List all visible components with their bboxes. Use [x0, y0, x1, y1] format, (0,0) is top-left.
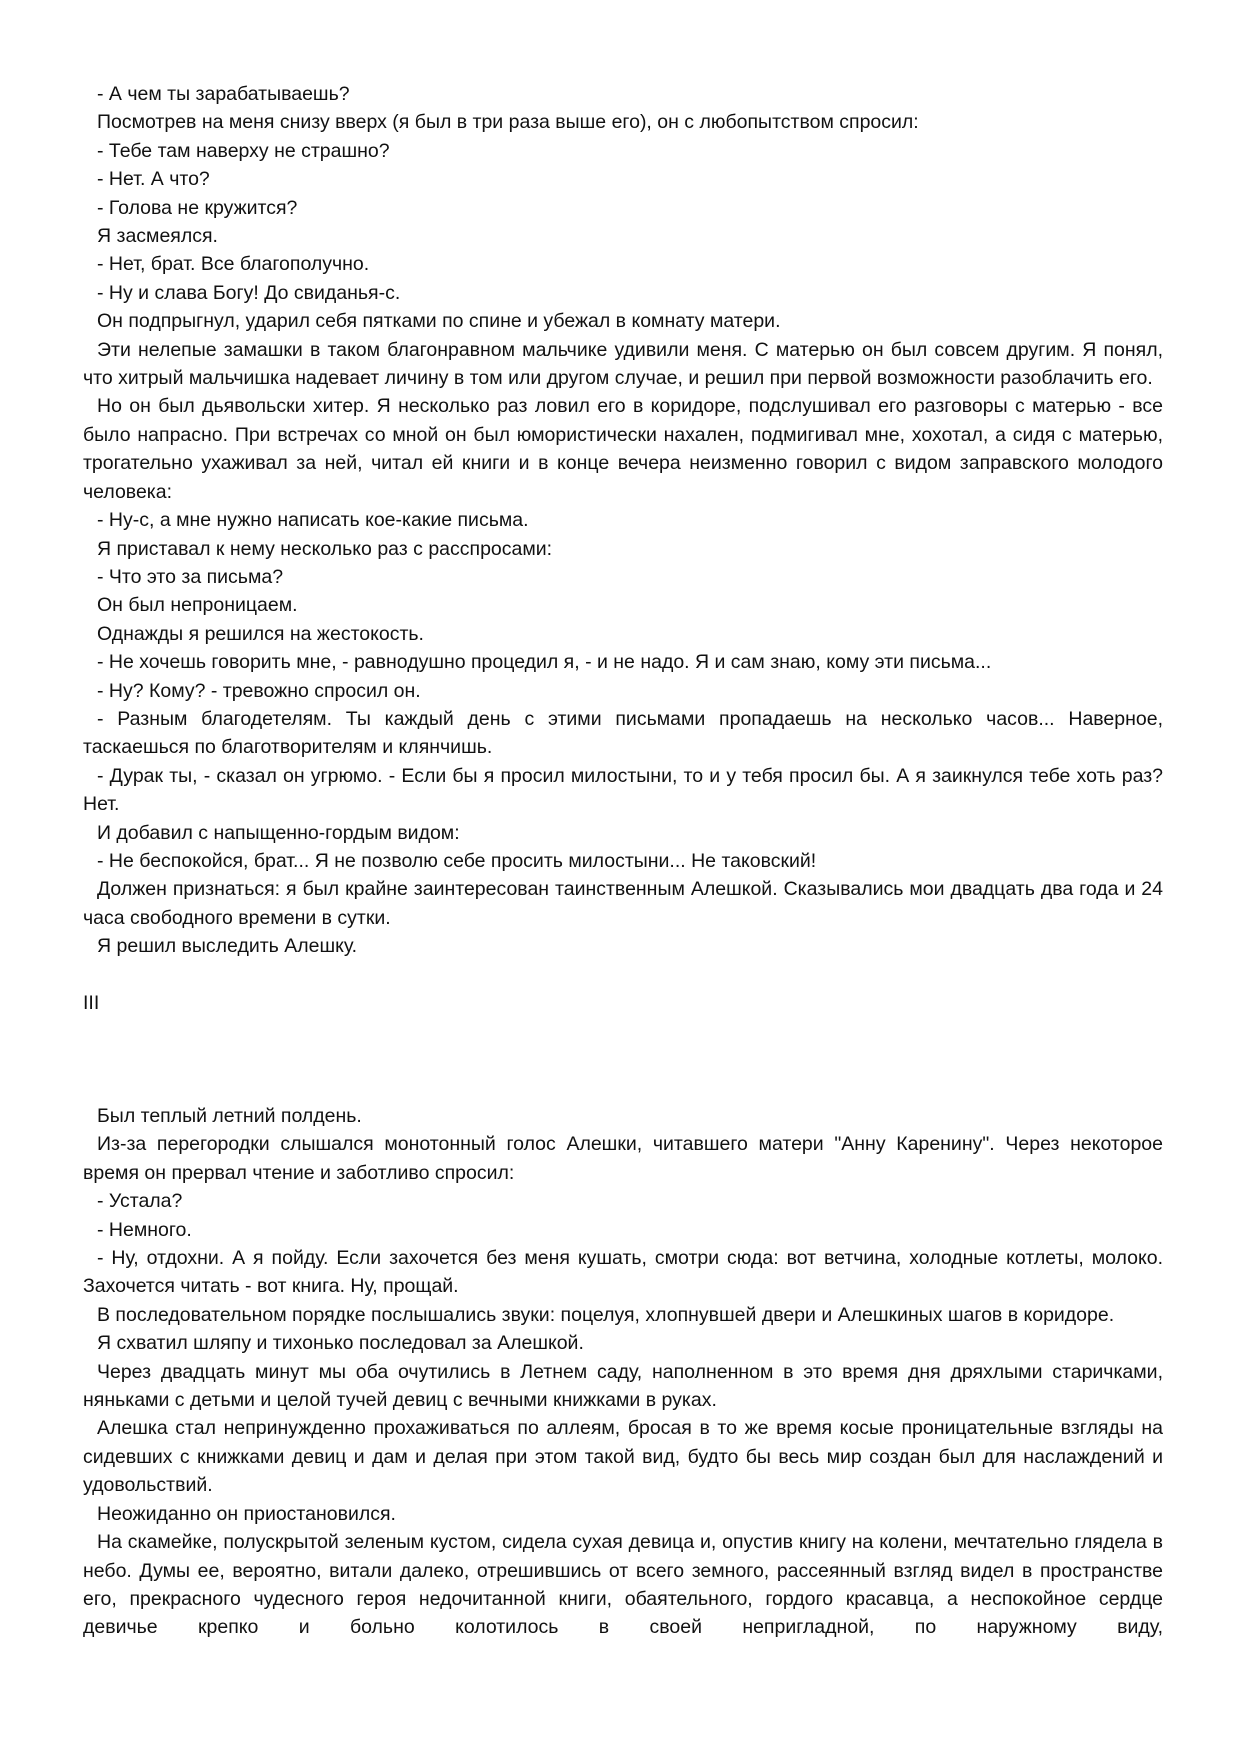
paragraph: Из-за перегородки слышался монотонный голос Алешки, читавшего матери "Анну Каренину". Через некоторое время он прервал чтение и заботливо спросил:: [83, 1133, 1163, 1184]
paragraph: - Не хочешь говорить мне, - равнодушно процедил я, - и не надо. Я и сам знаю, кому эти письма...: [97, 651, 992, 674]
body-text: [83, 80, 1163, 1642]
paragraph: И добавил с напыщенно-гордым видом:: [97, 821, 460, 844]
paragraph: - Дурак ты, - сказал он угрюмо. - Если бы я просил милостыни, то и у тебя просил бы. А я заикнулся тебе хоть раз? Нет.: [83, 764, 1163, 816]
paragraph: Эти нелепые замашки в таком благонравном мальчике удивили меня. С матерью он был совсем другим. Я понял, что хитрый мальчишка надевает личину в том или другом случае, и решил при первой возможности разоблачить его.: [83, 338, 1163, 390]
paragraph: - Ну? Кому? - тревожно спросил он.: [97, 679, 421, 702]
section-gap: [83, 1017, 1163, 1102]
paragraph: - А чем ты зарабатываешь?: [97, 83, 350, 105]
paragraph: - Разным благодетелям. Ты каждый день с этими письмами пропадаешь на несколько часов... Наверное, таскаешься по благотворителям и клянчишь.: [83, 707, 1163, 759]
paragraph: - Голова не кружится?: [97, 196, 298, 219]
paragraph: Но он был дьявольски хитер. Я несколько раз ловил его в коридоре, подслушивал его разговоры с матерью - все было напрасно. При встречах со мной он был юмористически нахален, подмигивал мне, хохотал, а сидя с матерью, трогательно ухаживал за ней, читал ей книги и в конце вечера неизменно говорил с видом заправского молодого человека:: [83, 395, 1163, 503]
paragraph: Был теплый летний полдень.: [97, 1105, 362, 1127]
paragraph: Я засмеялся.: [97, 225, 218, 248]
paragraph: Однажды я решился на жестокость.: [97, 622, 424, 645]
paragraph: - Немного.: [97, 1218, 192, 1241]
paragraph: Я приставал к нему несколько раз с расспросами:: [97, 537, 553, 560]
paragraph: Через двадцать минут мы оба очутились в Летнем саду, наполненном в это время дня дряхлыми старичками, няньками с детьми и целой тучей девиц с вечными книжками в руках.: [83, 1360, 1163, 1412]
chapter-heading: III: [83, 991, 100, 1014]
paragraph: Я схватил шляпу и тихонько последовал за Алешкой.: [97, 1332, 584, 1355]
paragraph: - Устала?: [97, 1190, 183, 1213]
paragraph: Неожиданно он приостановился.: [97, 1502, 396, 1525]
paragraph: Посмотрев на меня снизу вверх (я был в три раза выше его), он с любопытством спросил:: [97, 111, 919, 134]
paragraph: Я решил выследить Алешку.: [97, 935, 358, 958]
paragraph: Он был непроницаем.: [97, 594, 298, 617]
paragraph: - Нет, брат. Все благополучно.: [97, 253, 370, 276]
paragraph: В последовательном порядке послышались звуки: поцелуя, хлопнувшей двери и Алешкиных шагов в коридоре.: [97, 1303, 1115, 1326]
paragraph: Он подпрыгнул, ударил себя пятками по спине и убежал в комнату матери.: [97, 310, 781, 333]
paragraph: - Тебе там наверху не страшно?: [97, 139, 390, 162]
paragraph: Алешка стал непринужденно прохаживаться по аллеям, бросая в то же время косые проницательные взгляды на сидевших с книжками девиц и дам и делая при этом такой вид, будто бы весь мир создан был для наслаждений и удовольствий.: [83, 1417, 1163, 1497]
paragraph: - Ну, отдохни. А я пойду. Если захочется без меня кушать, смотри сюда: вот ветчина, холодные котлеты, молоко. Захочется читать - вот книга. Ну, прощай.: [83, 1247, 1163, 1298]
paragraph: - Не беспокойся, брат... Я не позволю себе просить милостыни... Не таковский!: [97, 849, 817, 872]
paragraph: Должен признаться: я был крайне заинтересован таинственным Алешкой. Сказывались мои двадцать два года и 24 часа свободного времени в сутки.: [83, 878, 1163, 929]
paragraph: На скамейке, полускрытой зеленым кустом, сидела сухая девица и, опустив книгу на колени, мечтательно глядела в небо. Думы ее, вероятно, витали далеко, отрешившись от всего земного, рассеянный взгляд видел в пространстве его, прекрасного чудесного героя недочитанной книги, обаятельного, гордого красавца, а неспокойное сердце девичье крепко и больно колотилось в своей непригладной, по наружному виду,: [83, 1531, 1163, 1639]
paragraph: - Ну и слава Богу! До свиданья-с.: [97, 281, 401, 304]
paragraph: - Ну-с, а мне нужно написать кое-какие письма.: [97, 509, 529, 532]
paragraph: - Что это за письма?: [97, 565, 284, 588]
paragraph: - Нет. А что?: [97, 168, 210, 191]
